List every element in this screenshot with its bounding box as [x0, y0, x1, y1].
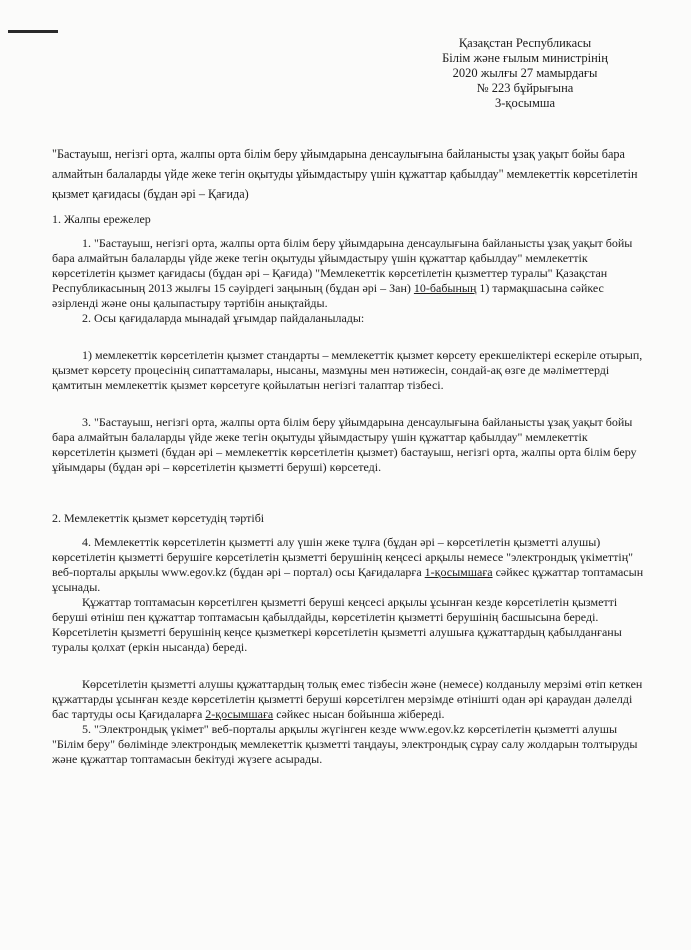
annex-1-link[interactable]: 1-қосымшаға	[424, 565, 493, 579]
paragraph-5: 5. "Электрондық үкімет" веб-порталы арқылы жүгінген кезде www.egov.kz көрсетілетін қызметті алушы "Білім беру" бөлімінде электрондық мемлекеттік қызметті таңдауы, электрондық сұрау салу жолдарын толтыруды және құжаттар топтамасын бекітуді жүзеге асырады.	[52, 722, 638, 766]
paragraph-refusal-text-b: сәйкес нысан бойынша жібереді.	[273, 707, 445, 721]
paragraph-1-text-b: 1) тармақшасына сәйкес әзірленді және оны қалыпастыру тәртібін анықтайды.	[52, 281, 604, 310]
paragraph-1	[52, 236, 652, 311]
header-date: 2020 жылғы 27 мамырдағы	[452, 66, 598, 80]
paragraph-refusal-text-a: Көрсетілетін қызметті алушы құжаттардың толық емес тізбесін және (немесе) колданылу мерзімі өтіп кеткен құжаттарды ұсынған кезде көрсетілетін қызметті беруші көрсетілген мерзімде өтінішті одан әрі қараудан дәлелді бас тартуды осы Қағидаларға	[52, 677, 643, 721]
header-ministry: Білім және ғылым министрінің	[442, 51, 608, 65]
paragraph-2: 2. Осы қағидаларда мынадай ұғымдар пайдаланылады:	[82, 311, 365, 325]
paragraph-documents-office: Құжаттар топтамасын көрсетілген қызметті беруші кеңсесі арқылы ұсынған кезде көрсетілетін қызметті беруші өтініш пен құжаттар топтамасын қабылдайды, көрсетілетін қызметті берушінің басшысына береді. Көрсетілетін қызметті берушінің кеңсе қызметкері көрсетілетін қызметті алушыға құжаттардың қабылданғаны туралы қолхат (еркін нысанда) береді.	[52, 595, 622, 654]
header-country: Қазақстан Республикасы	[458, 36, 592, 50]
header-annex-number: 3-қосымша	[494, 96, 556, 110]
paragraph-refusal	[52, 677, 652, 722]
document-title: "Бастауыш, негізгі орта, жалпы орта білім беру ұйымдарына денсаулығына байланысты ұзақ уақыт бойы бара алмайтын балаларды үйде жеке тегін оқытуды ұйымдастыру үшін құжаттар қабылдау" мемлекеттік көрсетілетін қызмет қағидасы (бұдан әрі – Қағида)	[52, 147, 638, 201]
document-body	[52, 212, 652, 767]
paragraph-4-text-b: сәйкес құжаттар топтамасын ұсынады.	[52, 565, 644, 594]
annex-header	[400, 36, 650, 111]
scan-mark	[8, 30, 58, 33]
paragraph-definition: 1) мемлекеттік көрсетілетін қызмет стандарты – мемлекеттік қызмет көрсету ерекшеліктері ескеріле отырып, қызмет көрсету процесінің сипаттамалары, нысаны, мазмұны мен нәтижесін, сондай-ақ өзге де мәліметтерді қамтитын мемлекеттік қызмет көрсетуге қойылатын негізгі талаптар тізбесі.	[52, 348, 643, 392]
annex-2-link[interactable]: 2-қосымшаға	[205, 707, 274, 721]
header-order-number: № 223 бұйрығына	[476, 81, 574, 95]
section-heading-procedure: 2. Мемлекеттік қызмет көрсетудің тәртібі	[52, 511, 265, 525]
section-heading-general: 1. Жалпы ережелер	[52, 212, 151, 226]
law-article-link[interactable]: 10-бабының	[413, 281, 477, 295]
paragraph-1-text-a: 1. "Бастауыш, негізгі орта, жалпы орта білім беру ұйымдарына денсаулығына байланысты ұзақ уақыт бойы бара алмайтын балаларды үйде жеке тегін оқытуды ұйымдастыру үшін құжаттар қабылдау" мемлекеттік көрсетілетін қызмет қағидасы (бұдан әрі – Қағида) "Мемлекеттік көрсетілетін қызметтер туралы" Қазақстан Республикасының 2013 жылғы 15 сәуірдегі заңының (бұдан әрі – Зан)	[52, 236, 633, 295]
paragraph-4	[52, 535, 652, 595]
paragraph-4-text-a: 4. Мемлекеттік көрсетілетін қызметті алу үшін жеке тұлға (бұдан әрі – көрсетілетін қызметті алушы) көрсетілетін қызметті берушіге көрсетілетін қызметті берушінің кеңсесі арқылы немесе "электрондық үкіметтің" веб-порталы арқылы www.egov.kz (бұдан әрі – портал) осы Қағидаларға	[52, 535, 634, 579]
paragraph-3: 3. "Бастауыш, негізгі орта, жалпы орта білім беру ұйымдарына денсаулығына байланысты ұзақ уақыт бойы бара алмайтын балаларды үйде жеке тегін оқытуды ұйымдастыру үшін құжаттар қабылдау" мемлекеттік көрсетілетін қызметі (бұдан әрі – мемлекеттік көрсетілетін қызмет) бастауыш, негізгі орта, жалпы орта білім беру ұйымдары (бұдан әрі – көрсетілетін қызметті беруші) көрсетеді.	[52, 415, 637, 474]
